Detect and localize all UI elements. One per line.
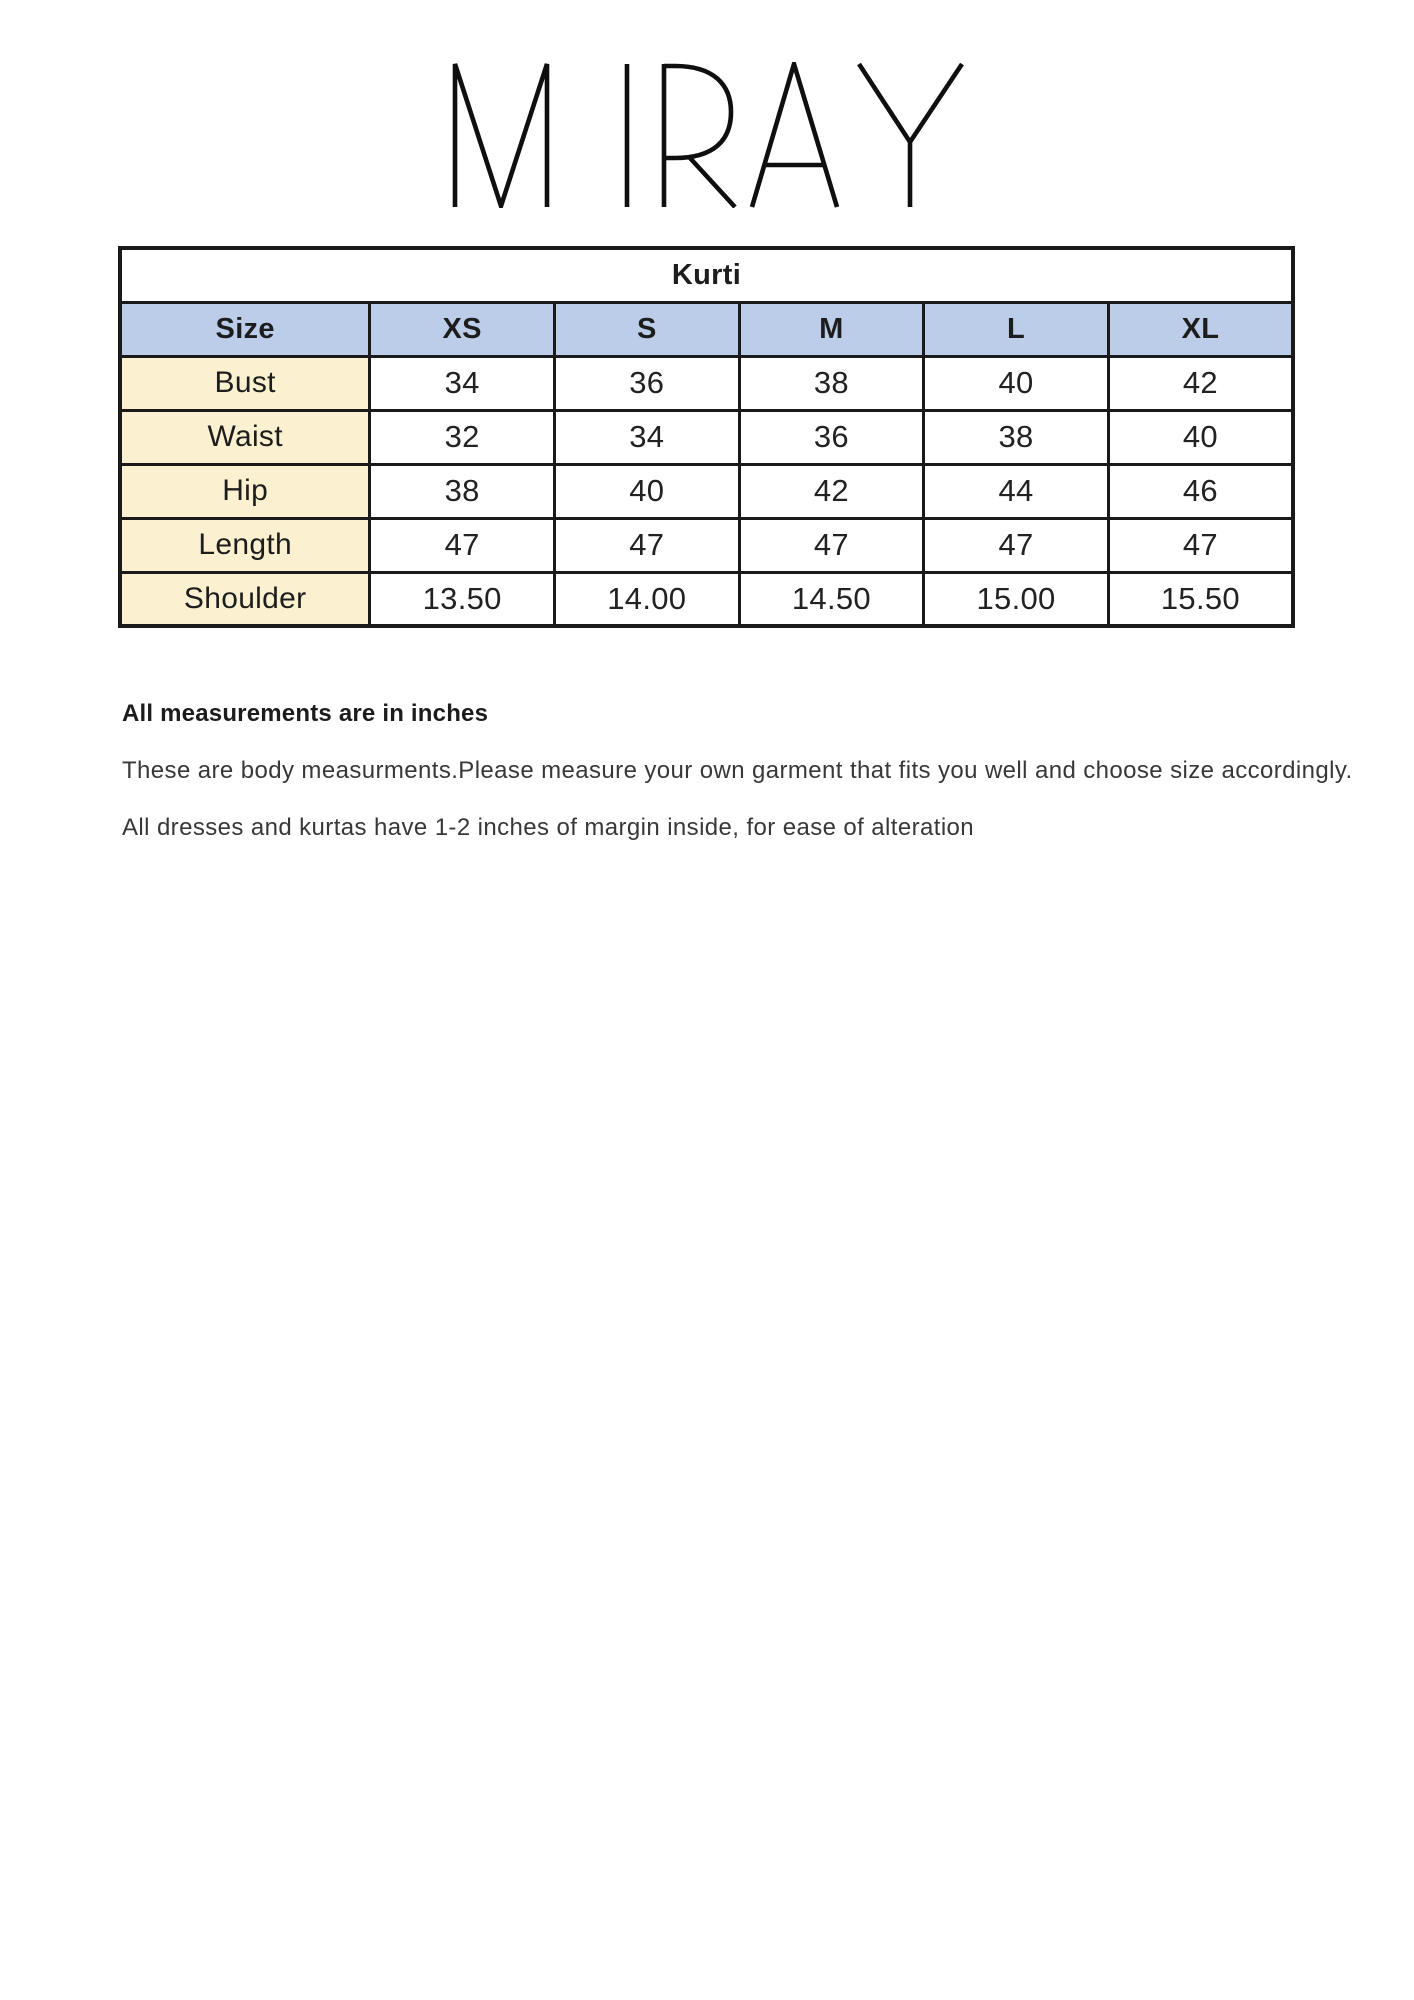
cell-waist-s: 34 <box>554 410 739 464</box>
column-header-xl: XL <box>1108 302 1293 356</box>
cell-bust-xs: 34 <box>370 356 555 410</box>
column-header-xs: XS <box>370 302 555 356</box>
cell-length-xs: 47 <box>370 518 555 572</box>
notes-line-2: All dresses and kurtas have 1-2 inches of margin inside, for ease of alteration <box>122 814 975 841</box>
table-row-length <box>120 518 1293 572</box>
cell-length-s: 47 <box>554 518 739 572</box>
cell-bust-l: 40 <box>924 356 1109 410</box>
column-header-s: S <box>554 302 739 356</box>
cell-waist-l: 38 <box>924 410 1109 464</box>
cell-hip-s: 40 <box>554 464 739 518</box>
cell-hip-xs: 38 <box>370 464 555 518</box>
notes-heading: All measurements are in inches <box>122 700 489 727</box>
row-label-length: Length <box>120 518 370 572</box>
table-header-row <box>120 302 1293 356</box>
cell-length-l: 47 <box>924 518 1109 572</box>
cell-shoulder-xs: 13.50 <box>370 572 555 626</box>
brand-logo-graphic <box>447 62 967 208</box>
cell-length-m: 47 <box>739 518 924 572</box>
cell-bust-s: 36 <box>554 356 739 410</box>
table-title-row <box>120 248 1293 302</box>
row-label-waist: Waist <box>120 410 370 464</box>
column-header-l: L <box>924 302 1109 356</box>
cell-shoulder-xl: 15.50 <box>1108 572 1293 626</box>
cell-length-xl: 47 <box>1108 518 1293 572</box>
cell-hip-l: 44 <box>924 464 1109 518</box>
row-label-hip: Hip <box>120 464 370 518</box>
cell-shoulder-m: 14.50 <box>739 572 924 626</box>
size-chart-table <box>118 246 1295 628</box>
cell-shoulder-s: 14.00 <box>554 572 739 626</box>
notes-line-1: These are body measurments.Please measure your own garment that fits you well and choose size accordingly. <box>122 757 1353 784</box>
cell-shoulder-l: 15.00 <box>924 572 1109 626</box>
cell-waist-m: 36 <box>739 410 924 464</box>
notes-section <box>122 700 1362 871</box>
table-row-waist <box>120 410 1293 464</box>
column-header-size: Size <box>120 302 370 356</box>
brand-logo <box>447 62 967 208</box>
cell-bust-m: 38 <box>739 356 924 410</box>
cell-hip-xl: 46 <box>1108 464 1293 518</box>
column-header-m: M <box>739 302 924 356</box>
table-title: Kurti <box>120 248 1293 302</box>
cell-waist-xl: 40 <box>1108 410 1293 464</box>
table-row-bust <box>120 356 1293 410</box>
cell-waist-xs: 32 <box>370 410 555 464</box>
row-label-shoulder: Shoulder <box>120 572 370 626</box>
table-row-shoulder <box>120 572 1293 626</box>
cell-hip-m: 42 <box>739 464 924 518</box>
table-row-hip <box>120 464 1293 518</box>
row-label-bust: Bust <box>120 356 370 410</box>
cell-bust-xl: 42 <box>1108 356 1293 410</box>
